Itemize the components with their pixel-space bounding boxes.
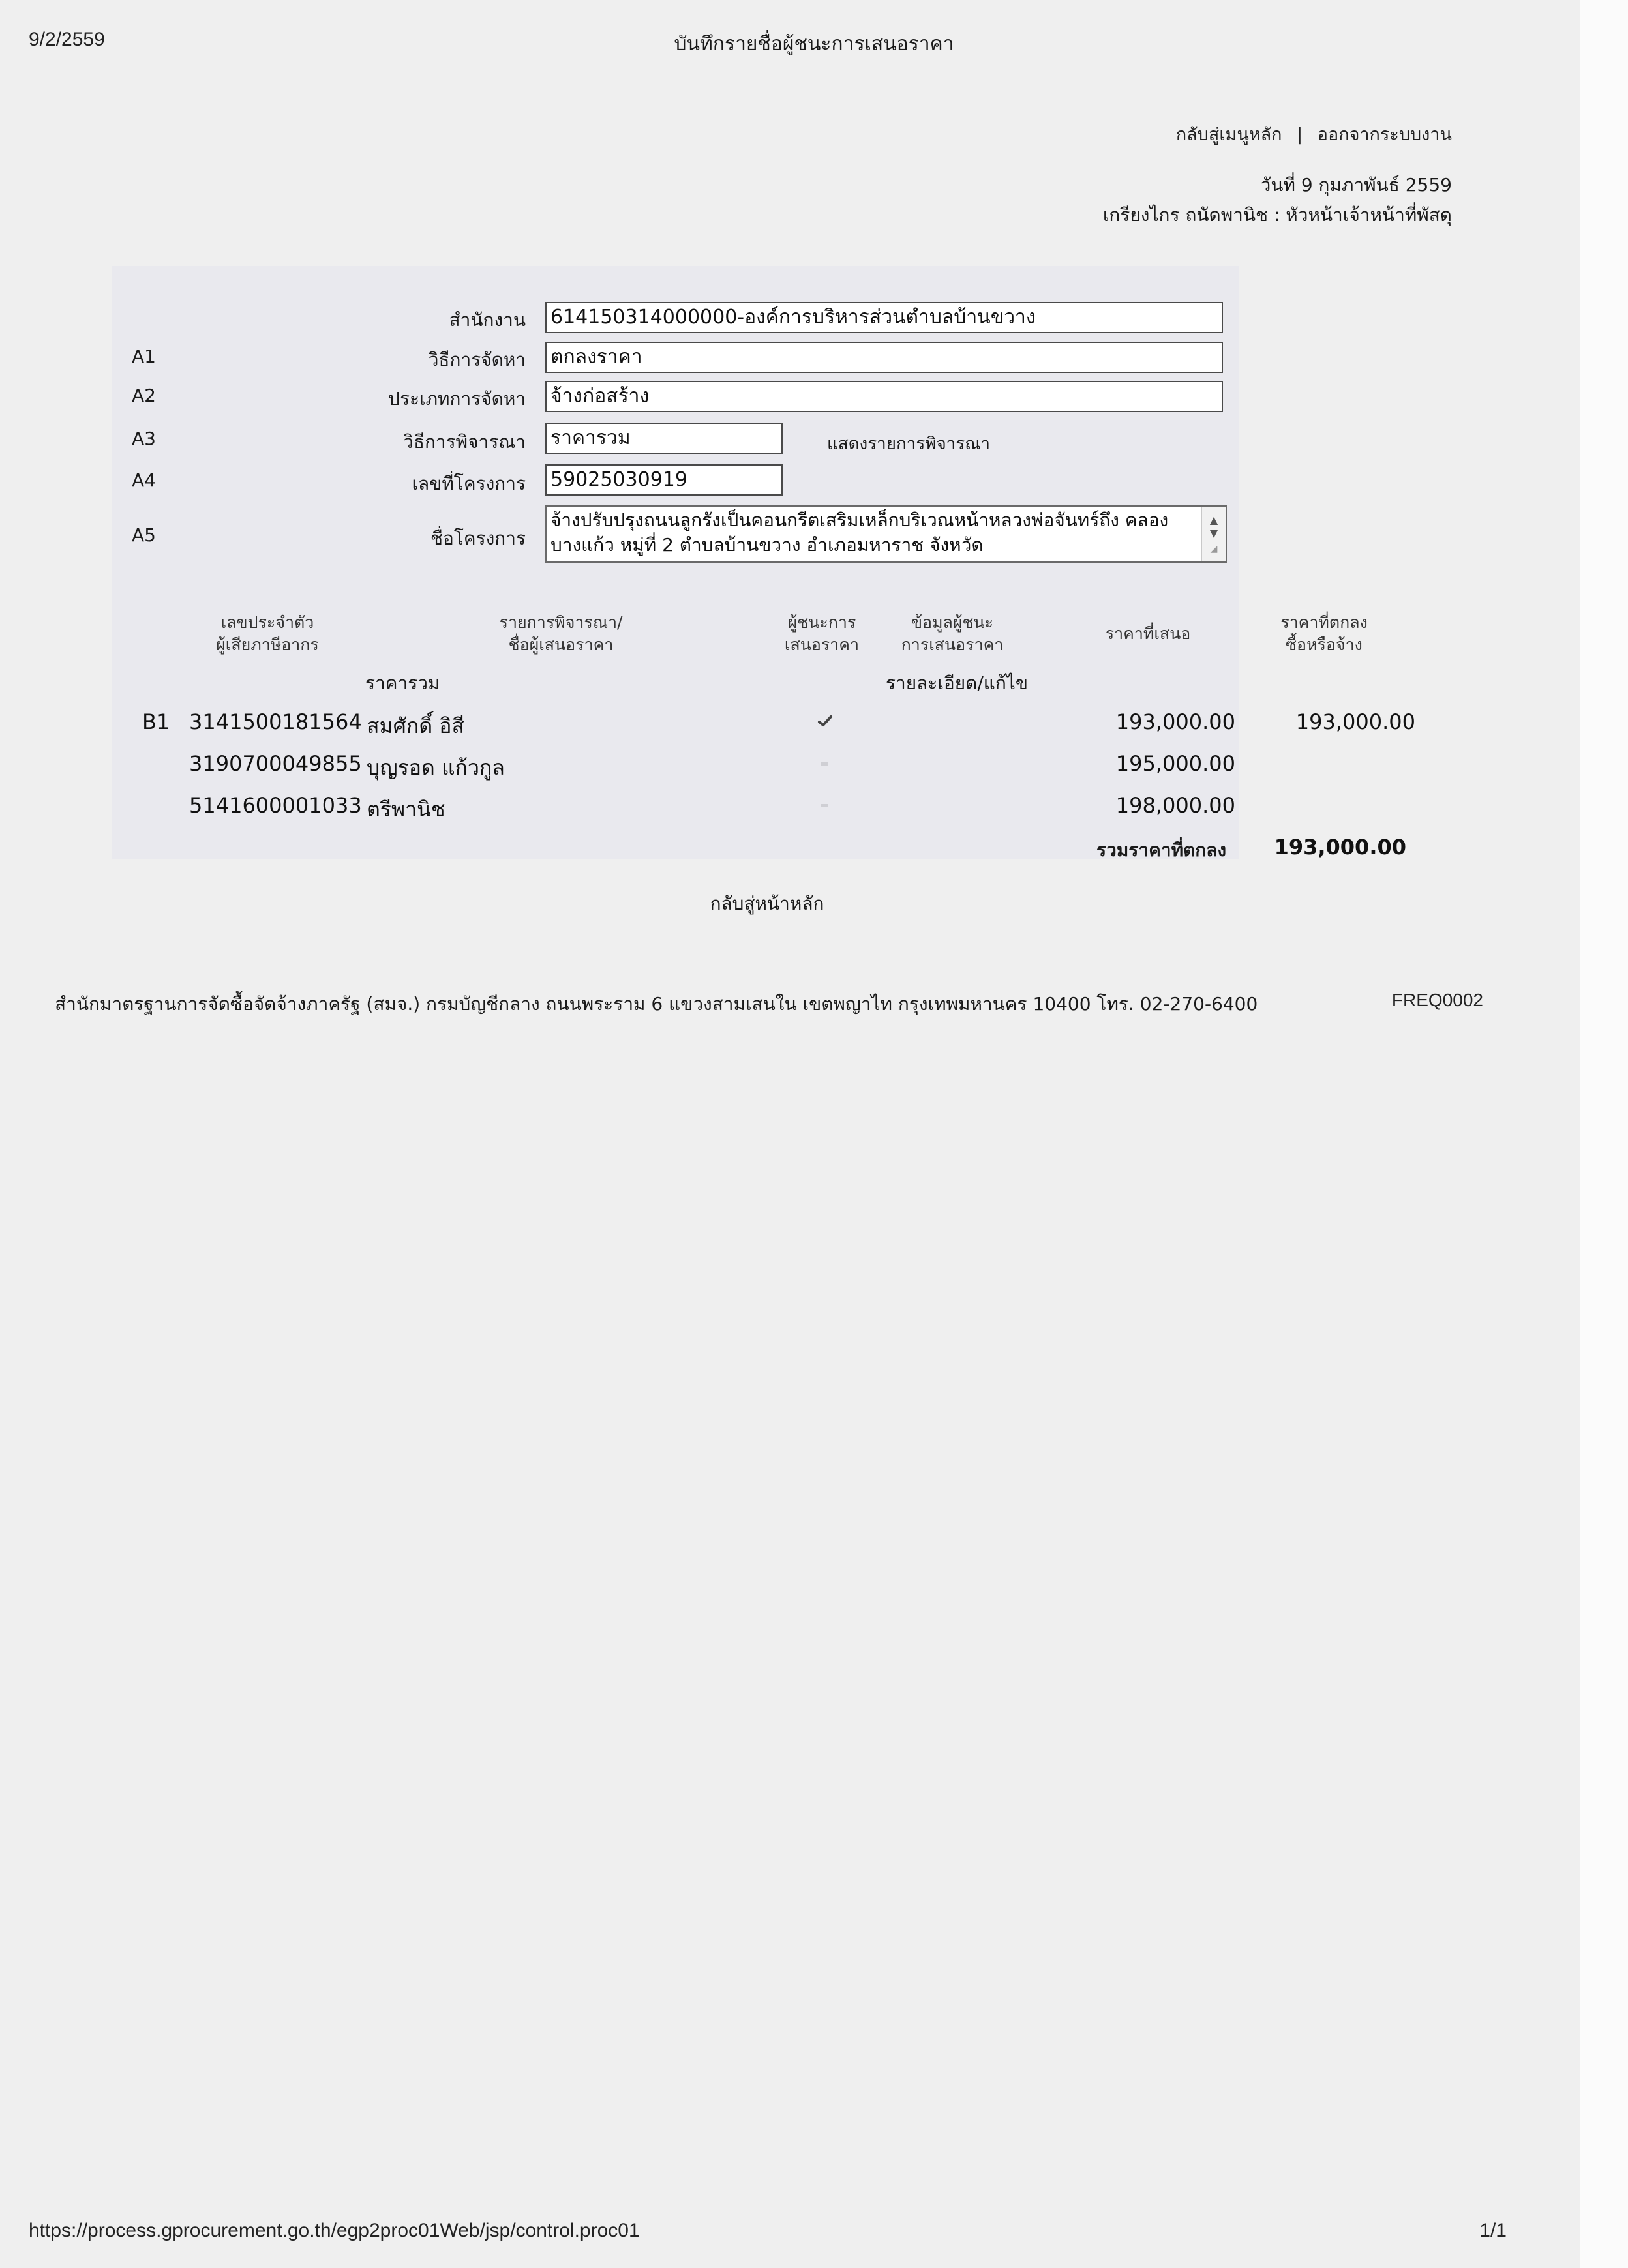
row-offer-price: 198,000.00 <box>1115 793 1235 818</box>
group-detail-link[interactable]: รายละเอียด/แก้ไข <box>886 672 1028 694</box>
a2-code: A2 <box>132 385 156 406</box>
number-field[interactable]: 59025030919 <box>545 464 783 496</box>
back-to-main-link[interactable]: กลับสู่หน้าหลัก <box>710 893 824 914</box>
current-date: วันที่ 9 กุมภาพันธ์ 2559 <box>1260 174 1452 196</box>
row-bidder-name: บุญรอด แก้วกูล <box>367 755 505 780</box>
a4-code: A4 <box>132 470 156 491</box>
current-user: เกรียงไกร ถนัดพานิช : หัวหน้าเจ้าหน้าที่พัสดุ <box>1102 204 1452 226</box>
number-label: เลขที่โครงการ <box>412 473 526 494</box>
header-item: รายการพิจารณา/ ชื่อผู้เสนอราคา <box>499 613 623 654</box>
header-winner-info: ข้อมูลผู้ชนะ การเสนอราคา <box>901 613 1004 654</box>
row-agreed-price: 193,000.00 <box>1295 709 1415 734</box>
project-name-text: จ้างปรับปรุงถนนลูกรังเป็นคอนกรีตเสริมเหล็กบริเวณหน้าหลวงพ่อจันทร์ถึง คลองบางแก้ว หมู่ที่ 2 ตำบลบ้านขวาง อำเภอมหาราช จังหวัด <box>550 509 1169 556</box>
office-label: สำนักงาน <box>449 309 526 331</box>
row-offer-price: 195,000.00 <box>1115 751 1235 776</box>
page-edge <box>1580 0 1628 2268</box>
nav-separator: | <box>1297 125 1303 145</box>
header-agreed-price: ราคาที่ตกลง ซื้อหรือจ้าง <box>1280 613 1368 654</box>
consider-label: วิธีการพิจารณา <box>403 431 526 453</box>
type-label: ประเภทการจัดหา <box>388 388 526 410</box>
a3-code: A3 <box>132 428 156 449</box>
row-bidder-name: สมศักดิ์ อิสี <box>367 713 465 738</box>
scroll-down-icon[interactable]: ▼ <box>1209 527 1218 539</box>
type-field[interactable]: จ้างก่อสร้าง <box>545 381 1223 412</box>
print-page-number: 1/1 <box>1479 2220 1507 2241</box>
show-consider-list-link[interactable]: แสดงรายการพิจารณา <box>827 434 990 454</box>
print-url: https://process.gprocurement.go.th/egp2proc01Web/jsp/control.proc01 <box>29 2220 640 2241</box>
logout-link[interactable]: ออกจากระบบงาน <box>1317 125 1452 145</box>
group-label: ราคารวม <box>365 672 440 694</box>
a5-code: A5 <box>132 524 156 546</box>
footer-address: สำนักมาตรฐานการจัดซื้อจัดจ้างภาครัฐ (สมจ.) กรมบัญชีกลาง ถนนพระราม 6 แขวงสามเสนใน เขตพญาไท กรุงเทพมหานคร 10400 โทร. 02-270-6400 <box>55 993 1258 1015</box>
textarea-scrollbar[interactable] <box>1201 507 1226 561</box>
consider-field[interactable]: ราคารวม <box>545 423 783 454</box>
project-name-textarea[interactable] <box>545 505 1227 563</box>
row-offer-price: 193,000.00 <box>1115 709 1235 734</box>
form-code: FREQ0002 <box>1391 990 1483 1010</box>
row-tax-id: 5141600001033 <box>189 793 362 818</box>
winner-check-empty-icon[interactable] <box>817 756 834 771</box>
print-date: 9/2/2559 <box>29 29 105 50</box>
method-field[interactable]: ตกลงราคา <box>545 342 1223 373</box>
total-value: 193,000.00 <box>1274 835 1406 859</box>
row-tax-id: 3190700049855 <box>189 751 362 776</box>
row-bidder-name: ตรีพานิช <box>367 797 445 822</box>
header-offer-price: ราคาที่เสนอ <box>1105 624 1191 643</box>
resize-grip-icon[interactable]: ◢ <box>1210 544 1218 554</box>
winner-check-empty-icon[interactable] <box>817 798 834 813</box>
method-label: วิธีการจัดหา <box>428 349 526 370</box>
winner-check-icon[interactable] <box>817 713 834 728</box>
print-title: บันทึกรายชื่อผู้ชนะการเสนอราคา <box>674 33 954 55</box>
header-winner: ผู้ชนะการ เสนอราคา <box>784 613 860 654</box>
main-menu-link[interactable]: กลับสู่เมนูหลัก <box>1175 125 1282 145</box>
top-nav <box>1176 120 1452 148</box>
scroll-up-icon[interactable]: ▲ <box>1209 514 1218 526</box>
total-label: รวมราคาที่ตกลง <box>1096 839 1226 861</box>
a1-code: A1 <box>132 346 156 367</box>
header-tax-id: เลขประจำตัว ผู้เสียภาษีอากร <box>216 613 319 654</box>
row-tax-id: 3141500181564 <box>189 709 362 734</box>
group-code: B1 <box>142 709 170 734</box>
name-label: ชื่อโครงการ <box>430 528 526 549</box>
office-field[interactable]: 614150314000000-องค์การบริหารส่วนตำบลบ้านขวาง <box>545 302 1223 333</box>
